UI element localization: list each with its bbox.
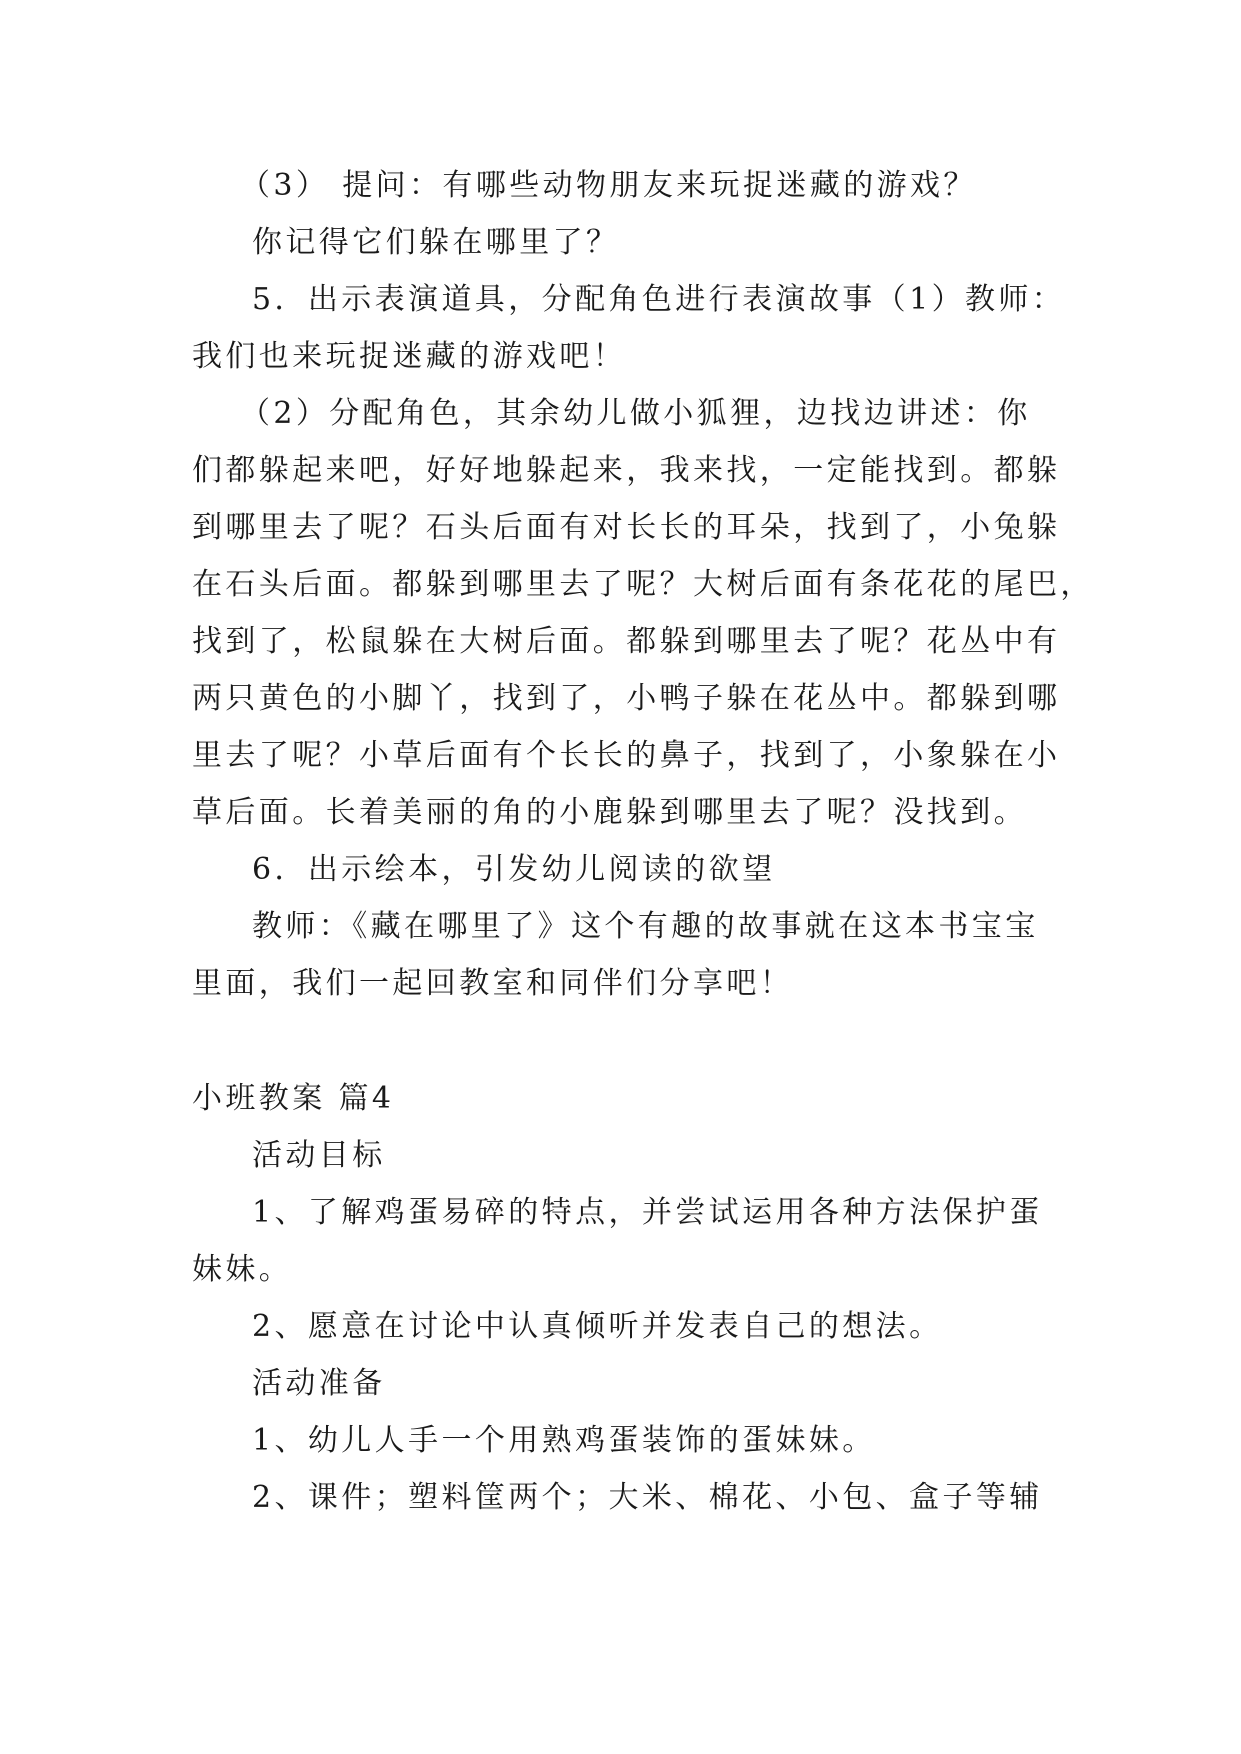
paragraph-line: 在石头后面。都躲到哪里去了呢？大树后面有条花花的尾巴， (192, 567, 1094, 602)
paragraph-line: 5．出示表演道具，分配角色进行表演故事（1）教师： (252, 282, 1066, 317)
list-item: 1、幼儿人手一个用熟鸡蛋装饰的蛋妹妹。 (252, 1423, 876, 1458)
paragraph-line: 教师：《藏在哪里了》这个有趣的故事就在这本书宝宝 (252, 909, 1039, 944)
paragraph-line: 你记得它们躲在哪里了？ (252, 225, 620, 260)
paragraph-line: 6．出示绘本，引发幼儿阅读的欲望 (252, 852, 776, 887)
list-item: 2、愿意在讨论中认真倾听并发表自己的想法。 (252, 1309, 943, 1344)
section-heading: 小班教案 篇4 (192, 1081, 395, 1116)
paragraph-line: （2）分配角色，其余幼儿做小狐狸，边找边讲述：你 (240, 396, 1031, 431)
list-item: 1、了解鸡蛋易碎的特点，并尝试运用各种方法保护蛋 (252, 1195, 1043, 1230)
paragraph-line: 两只黄色的小脚丫，找到了，小鸭子躲在花丛中。都躲到哪 (192, 681, 1061, 716)
subheading: 活动准备 (252, 1366, 386, 1401)
list-item: 2、课件；塑料筐两个；大米、棉花、小包、盒子等辅 (252, 1480, 1043, 1515)
paragraph-line: 找到了，松鼠躲在大树后面。都躲到哪里去了呢？花丛中有 (192, 624, 1061, 659)
list-item-continuation: 妹妹。 (192, 1252, 293, 1287)
paragraph-line: 我们也来玩捉迷藏的游戏吧！ (192, 339, 627, 374)
paragraph-line: 们都躲起来吧，好好地躲起来，我来找，一定能找到。都躲 (192, 453, 1061, 488)
paragraph-line: 里面，我们一起回教室和同伴们分享吧！ (192, 966, 794, 1001)
paragraph-line: 草后面。长着美丽的角的小鹿躲到哪里去了呢？没找到。 (192, 795, 1027, 830)
paragraph-line: 里去了呢？小草后面有个长长的鼻子，找到了，小象躲在小 (192, 738, 1061, 773)
paragraph-line: 到哪里去了呢？石头后面有对长长的耳朵，找到了，小兔躲 (192, 510, 1061, 545)
paragraph-line: （3） 提问：有哪些动物朋友来玩捉迷藏的游戏？ (240, 168, 977, 203)
subheading: 活动目标 (252, 1138, 386, 1173)
